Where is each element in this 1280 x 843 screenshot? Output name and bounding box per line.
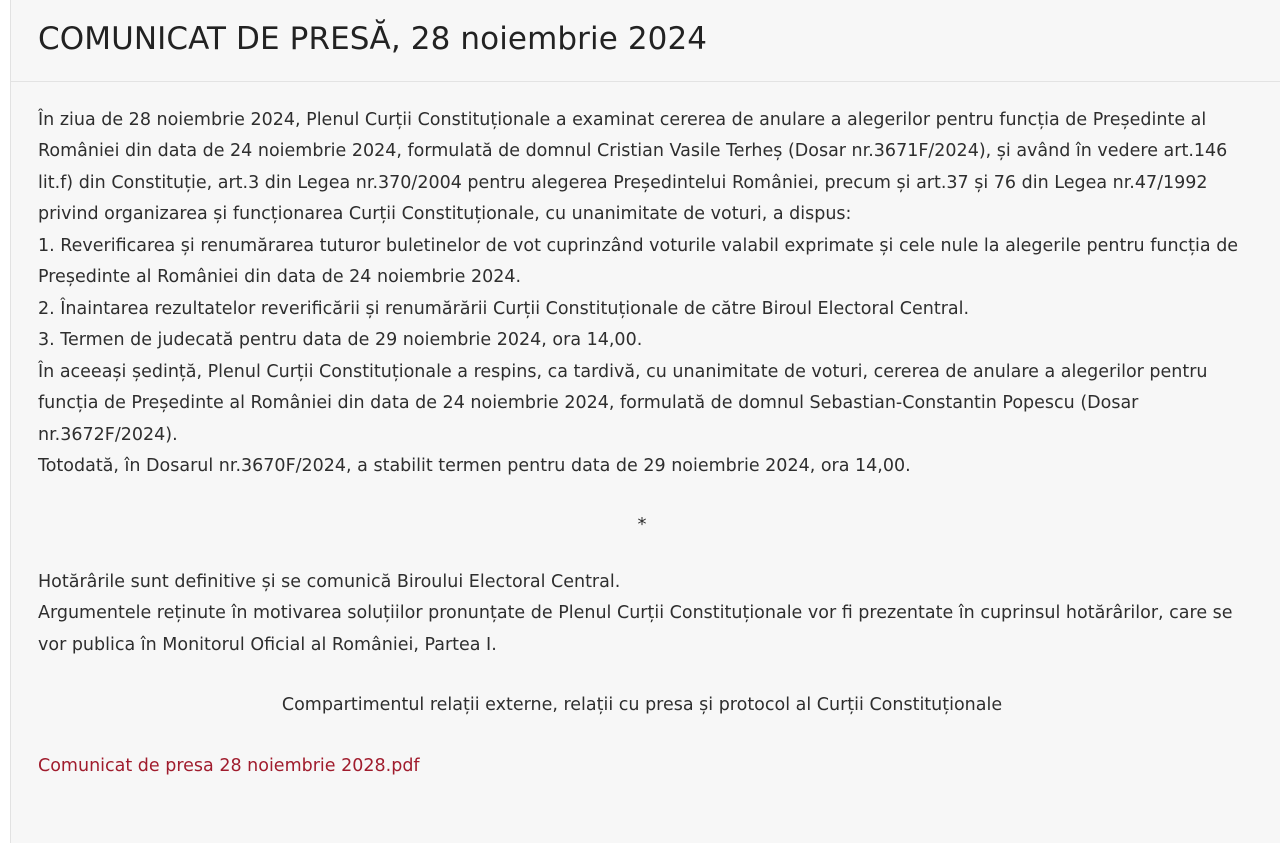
paragraph-second-request: În aceeași ședință, Plenul Curții Constituționale a respins, ca tardivă, cu unanimitate de voturi, cererea de anulare a alegerilor pentru funcția de Președinte al României din data de 24 noiembrie 2024, formulată de domnul Sebastian-Constantin Popescu (Dosar nr.3672F/2024).: [38, 361, 1208, 445]
paragraph-final-decisions: Hotărârile sunt definitive și se comunică Biroului Electoral Central.: [38, 571, 621, 592]
document-body: [11, 82, 1280, 780]
paragraph-item-2: 2. Înaintarea rezultatelor reverificării și renumărării Curții Constituționale de către Biroul Electoral Central.: [38, 298, 970, 319]
paragraph-item-3: 3. Termen de judecată pentru data de 29 noiembrie 2024, ora 14,00.: [38, 330, 643, 351]
section-separator: *: [637, 513, 647, 535]
attachment-pdf-link[interactable]: Comunicat de presa 28 noiembrie 2028.pdf: [38, 756, 420, 777]
signature-line: Compartimentul relații externe, relații cu presa și protocol al Curții Constituționale: [281, 695, 1003, 716]
paragraph-item-1: 1. Reverificarea și renumărarea tuturor buletinelor de vot cuprinzând voturile valabil exprimate și cele nule la alegerile pentru funcția de Președinte al României din data de 24 noiembrie 2024.: [38, 235, 1239, 288]
closing-paragraphs: [38, 567, 1252, 662]
left-margin-rule: [0, 0, 11, 843]
paragraph-reasoning: Argumentele reținute în motivarea soluțiilor pronunțate de Plenul Curții Constituționale vor fi prezentate în cuprinsul hotărârilor, care se vor publica în Monitorul Oficial al României, Partea I.: [38, 603, 1233, 655]
document-content: [11, 0, 1280, 843]
main-paragraphs: [38, 105, 1252, 483]
paragraph-intro: În ziua de 28 noiembrie 2024, Plenul Curții Constituționale a examinat cererea de anulare a alegerilor pentru funcția de Președinte al României din data de 24 noiembrie 2024, formulată de domnul Cristian Vasile Terheș (Dosar nr.3671F/2024), și având în vedere art.146 lit.f) din Constituție, art.3 din Legea nr.370/2004 pentru alegerea Președintelui României, precum și art.37 și 76 din Legea nr.47/1992 privind organizarea și funcționarea Curții Constituționale, cu unanimitate de voturi, a dispus:: [38, 109, 1228, 225]
page-title: COMUNICAT DE PRESĂ, 28 noiembrie 2024: [38, 21, 708, 57]
paragraph-third-file: Totodată, în Dosarul nr.3670F/2024, a stabilit termen pentru data de 29 noiembrie 2024, ora 14,00.: [38, 456, 911, 477]
title-area: [11, 0, 1280, 81]
